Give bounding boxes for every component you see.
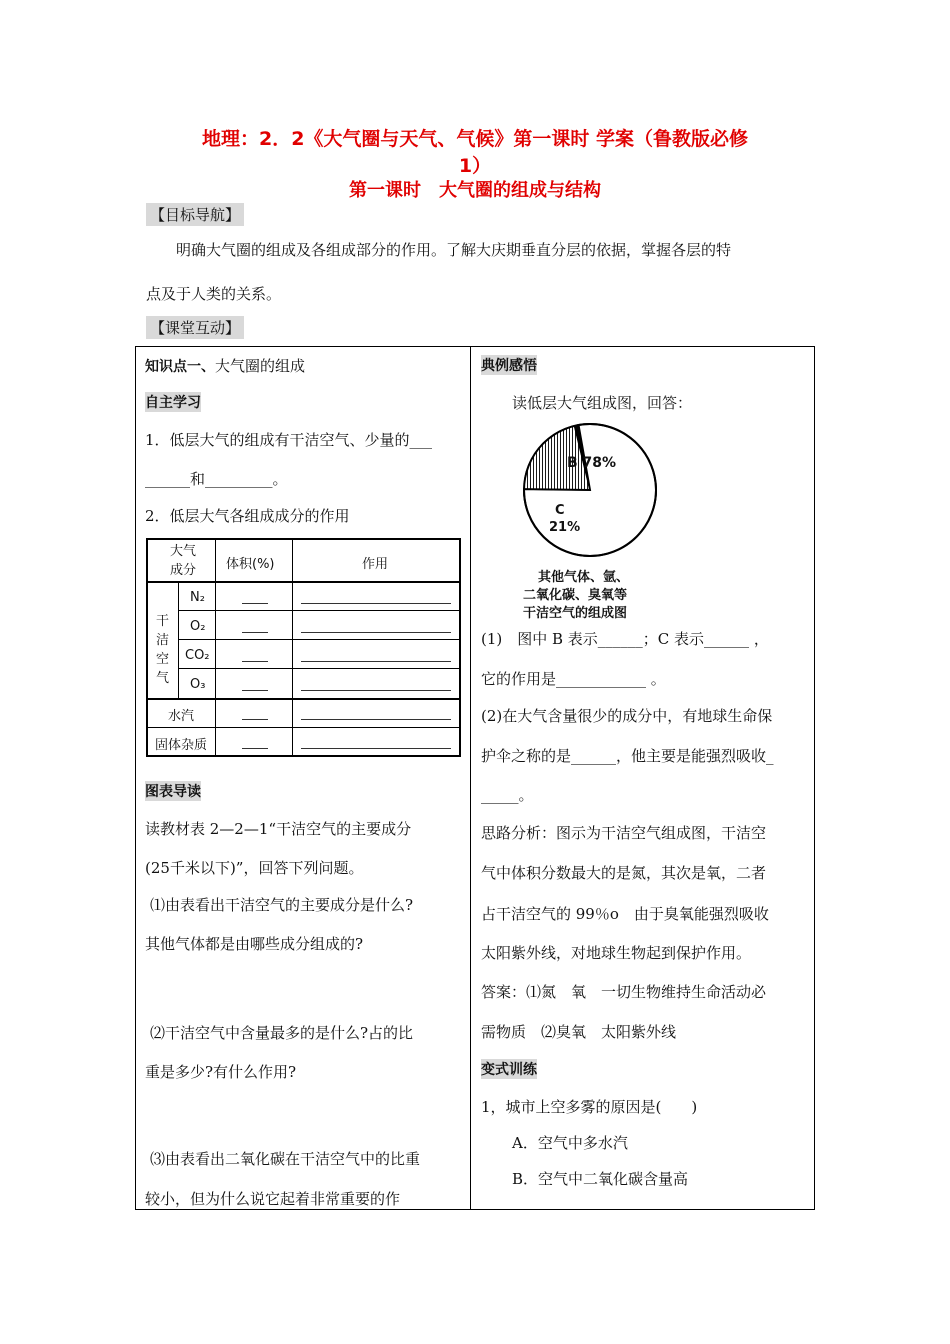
table-rule [178, 668, 461, 669]
variant-q1: 1，城市上空多雾的原因是( ) [481, 1098, 698, 1116]
variant-option-a: A．空气中多水汽 [512, 1134, 628, 1152]
question-p4: 护伞之称的是______，他主要是能强烈吸收_ [481, 747, 774, 765]
blank-line [242, 748, 268, 749]
chart-read-heading: 图表导读 [145, 781, 201, 801]
blank-line [242, 690, 268, 691]
column-divider [470, 346, 471, 1210]
question-p2: 它的作用是____________ 。 [481, 670, 666, 688]
table-rule [178, 639, 461, 640]
pie-label-b: B 78% [567, 455, 617, 471]
group-label: 干洁空气 [156, 614, 170, 686]
row-solid: 固体杂质 [155, 738, 208, 753]
table-rule [292, 538, 293, 757]
row-vapor: 水汽 [168, 709, 195, 724]
th-component: 大气 成分 [169, 544, 196, 578]
answer-1: 答案：⑴氮 氧 一切生物维持生命活动必 [481, 983, 767, 1001]
question-1b: ______和_________。 [145, 470, 288, 488]
blank-line [242, 719, 268, 720]
blank-line [301, 632, 451, 633]
doc-title-line2: 1） [458, 155, 492, 177]
pie-label-c: C [555, 503, 565, 518]
question-p3: (2)在大气含量很少的成分中，有地球生命保 [481, 707, 773, 725]
pie-label-c-pct: 21% [549, 520, 581, 535]
self-study-heading: 自主学习 [145, 392, 201, 412]
doc-title-line1: 地理：2．2《大气圈与天气、气候》第一课时 学案（鲁教版必修 [201, 128, 749, 150]
row-n2: N₂ [190, 590, 205, 605]
question-p5: _____。 [481, 786, 534, 804]
table-rule [178, 583, 179, 698]
table-rule [146, 698, 461, 700]
interaction-tag: 【课堂互动】 [146, 316, 244, 339]
answer-2: 需物质 ⑵臭氧 太阳紫外线 [481, 1023, 677, 1041]
question-1a: 1．低层大气的组成有干洁空气、少量的___ [145, 431, 433, 449]
pie-caption-1: 其他气体、氩、 [538, 570, 630, 585]
blank-line [301, 690, 451, 691]
th-effect: 作用 [362, 557, 389, 572]
table-rule [215, 538, 216, 757]
read-line-7: ⑶由表看出二氧化碳在干洁空气中的比重 [150, 1150, 421, 1168]
blank-line [242, 661, 268, 662]
row-o2: O₂ [190, 619, 206, 634]
variant-option-b: B．空气中二氧化碳含量高 [512, 1170, 689, 1188]
example-heading: 典例感悟 [481, 355, 537, 375]
air-composition-pie-chart [520, 420, 665, 570]
row-o3: O₃ [190, 677, 206, 692]
table-rule [178, 610, 461, 611]
table-rule [146, 581, 461, 583]
blank-line [301, 661, 451, 662]
read-line-8: 较小，但为什么说它起着非常重要的作 [145, 1190, 401, 1208]
knowledge-point-1 [145, 355, 305, 376]
table-rule [146, 727, 461, 728]
kp-text: 大气圈的组成 [215, 357, 306, 375]
analysis-3: 占干洁空气的 99％o 由于臭氧能强烈吸收 [481, 905, 769, 923]
read-line-6: 重是多少?有什么作用? [145, 1063, 297, 1081]
pie-caption-2: 二氧化碳、臭氧等 [523, 588, 628, 603]
pie-caption-3: 干洁空气的组成图 [523, 606, 628, 621]
example-intro: 读低层大气组成图，回答： [512, 394, 693, 412]
blank-line [301, 603, 451, 604]
kp-label: 知识点一、 [145, 359, 215, 375]
blank-line [301, 748, 451, 749]
row-co2: CO₂ [185, 648, 210, 663]
doc-subtitle: 第一课时 大气圈的组成与结构 [349, 180, 601, 201]
blank-line [301, 719, 451, 720]
read-line-1: 读教材表 2—2—1“干洁空气的主要成分 [145, 820, 412, 838]
analysis-1: 思路分析：图示为干洁空气组成图，干洁空 [481, 824, 767, 842]
read-line-5: ⑵干洁空气中含量最多的是什么?占的比 [150, 1024, 414, 1042]
goals-line1: 明确大气圈的组成及各组成部分的作用。了解大庆期垂直分层的依据，掌握各层的特 [176, 241, 732, 259]
read-line-4: 其他气体都是由哪些成分组成的? [145, 935, 364, 953]
read-line-2: (25千米以下)”，回答下列问题。 [145, 859, 364, 877]
variant-heading: 变式训练 [481, 1059, 537, 1079]
blank-line [242, 632, 268, 633]
goals-line2: 点及于人类的关系。 [146, 285, 282, 303]
blank-line [242, 603, 268, 604]
question-p1: (1) 图中 B 表示______；C 表示______ ， [481, 630, 769, 648]
th-volume: 体积(%) [226, 557, 275, 572]
goals-tag: 【目标导航】 [146, 203, 244, 226]
analysis-2: 气中体积分数最大的是氮，其次是氧，二者 [481, 864, 767, 882]
analysis-4: 太阳紫外线，对地球生物起到保护作用。 [481, 944, 752, 962]
read-line-3: ⑴由表看出干洁空气的主要成分是什么? [150, 896, 414, 914]
question-2: 2．低层大气各组成成分的作用 [145, 507, 350, 525]
